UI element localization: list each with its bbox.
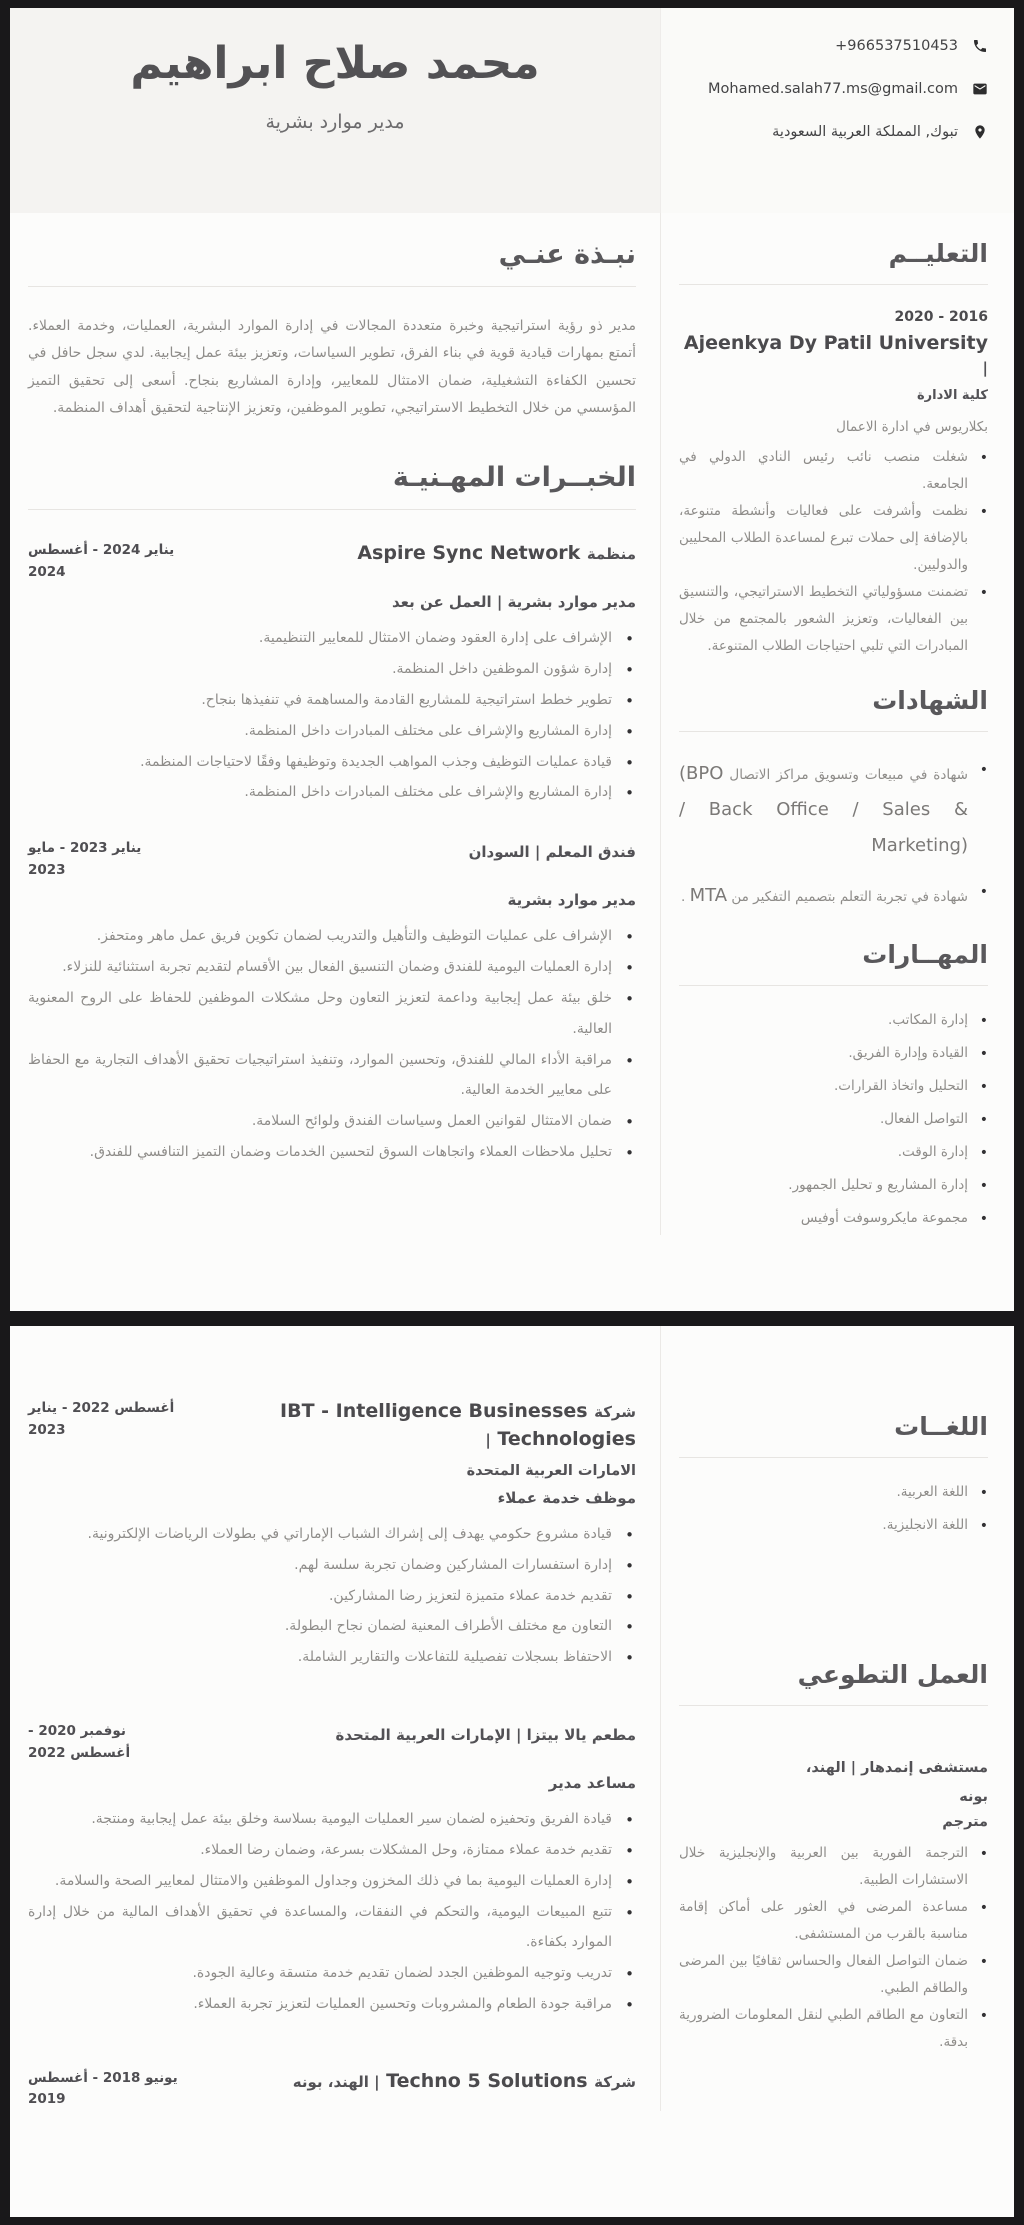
volunteer-bullet-item: • التعاون مع الطاقم الطبي لنقل المعلومات الضرورية بدقة. [679,2002,988,2056]
contact-location-row [671,124,988,140]
job-bullet-item: • إدارة استفسارات المشاركين وضمان تجربة سلسة لهم. [28,1550,636,1581]
divider-line [28,286,636,287]
skill-item: • إدارة الوقت. [679,1136,988,1169]
volunteer-title: العمل التطوعي [797,1660,988,1690]
location-pin-icon [972,124,988,140]
candidate-job-title: مدير موارد بشرية [265,110,405,133]
education-title: التعليــم [888,239,988,268]
screenshot-root [0,8,1024,2225]
experience-entry-5 [28,2068,636,2111]
page1-columns [10,213,1014,1235]
skill-item: • مجموعة مايكروسوفت أوفيس [679,1202,988,1235]
language-item: • اللغة العربية. [679,1476,988,1509]
job-company [335,1721,636,1748]
job-header [28,838,636,881]
job-company [357,540,636,568]
job-company-ar: فندق المعلم | السودان [468,843,636,862]
job-bullets [28,921,636,1167]
job-company-en: IBT - Intelligence Businesses Technologies [280,1400,636,1450]
job-company [469,838,636,865]
certificate-text-en: MTA [689,884,728,906]
certificates-title: الشهادات [872,685,988,715]
language-item: • اللغة الانجليزية. [679,1509,988,1542]
job-company-en: Techno 5 Solutions [386,2069,588,2092]
job-bullets [28,1804,636,2020]
job-bullet-item: • تتبع المبيعات اليومية، والتحكم في النفقات، والمساعدة في تحقيق الأهداف المالية من خلال إدارة الموارد بكفاءة. [28,1897,636,1959]
job-bullet-item: • الاحتفاظ بسجلات تفصيلية للتفاعلات والتقارير الشاملة. [28,1642,636,1673]
job-company-ar: منظمة [586,545,636,564]
job-bullet-item: • تطوير خطط استراتيجية للمشاريع القادمة والمساهمة في تنفيذها بنجاح. [28,685,636,716]
resume-header [10,8,1014,213]
section-skills [679,914,988,1235]
skill-item: • القيادة وإدارة الفريق. [679,1037,988,1070]
job-company [206,1398,636,1453]
divider-line [679,731,988,732]
volunteer-bullets [679,1840,988,2056]
phone-icon [972,38,988,54]
job-header [28,540,636,583]
job-bullet-item: • تقديم خدمة عملاء ممتازة، وحل المشكلات بسرعة، وضمان رضا العملاء. [28,1835,636,1866]
skill-item: • التحليل واتخاذ القرارات. [679,1070,988,1103]
job-bullet-item: • إدارة العمليات اليومية بما في ذلك المخزون وجداول الموظفين والامتثال لمعايير الصحة والسلامة. [28,1866,636,1897]
job-bullet-item: • مراقبة جودة الطعام والمشروبات وتحسين العمليات لتعزيز تجربة العملاء. [28,1989,636,2020]
sidebar-page1 [660,213,1014,1235]
main-column-page1 [10,213,660,1235]
experience-entry-1 [28,540,636,808]
candidate-name: محمد صلاح ابراهيم [130,38,540,89]
experience-entry-3 [28,1398,636,1673]
certificate-text-ar: شهادة في تجربة التعلم بتصميم التفكير من [731,888,968,905]
location-text: تبوك, المملكة العربية السعودية [772,124,958,140]
education-school-suffix: | [982,358,988,377]
job-dates: يونيو 2018 - أغسطس 2019 [28,2069,178,2108]
job-bullet-item: • إدارة المشاريع والإشراف على مختلف المبادرات داخل المنظمة. [28,716,636,747]
job-header [28,2068,636,2111]
education-degree: بكلاريوس في ادارة الاعمال [836,419,988,436]
job-company-ar: شركة [594,2072,636,2091]
job-role: مدير موارد بشرية | العمل عن بعد [391,593,636,612]
about-paragraph: مدير ذو رؤية استراتيجية وخبرة متعددة المجالات في إدارة الموارد البشرية، العمليات، وخدمة العملاء. أتمتع بمهارات قيادية قوية في بناء الفرق، تطوير السياسات، وتعزيز بيئة عمل إيجابية. لدي سجل حافل في تحسين الكفاءة التشغيلية، ضمان الامتثال للمعايير، وإدارة المشاريع بنجاح. أسعى إلى تحقيق التميز المؤسسي من خلال التخطيط الاستراتيجي، تطوير الموظفين، وتعزيز الإنتاجية لتحقيق أهداف المنظمة. [28,318,636,416]
resume-page-2 [10,1326,1014,2217]
contact-phone-row [671,38,988,54]
job-bullets [28,623,636,808]
job-company-suffix: | الهند، بونه [292,2072,380,2091]
education-faculty: كلية الادارة [916,388,988,404]
skill-item: • إدارة المشاريع و تحليل الجمهور. [679,1169,988,1202]
certificate-item [679,878,988,914]
section-about [28,213,636,422]
education-dates: 2016 - 2020 [894,309,988,325]
volunteer-org-name: مستشفى إنمدهار | الهند، [805,1760,988,1777]
experience-title: الخبــرات المهـنيـة [392,462,636,494]
education-bullet-item: • شغلت منصب نائب رئيس النادي الدولي في الجامعة. [679,444,988,498]
job-dates: يناير 2024 - أغسطس 2024 [28,542,175,580]
volunteer-bullet-item: • الترجمة الفورية بين العربية والإنجليزية خلال الاستشارات الطبية. [679,1840,988,1894]
job-bullet-item: • تدريب وتوجيه الموظفين الجدد لضمان تقديم خدمة متسقة وعالية الجودة. [28,1958,636,1989]
section-languages [679,1386,988,1542]
section-education [679,213,988,660]
section-certificates [679,660,988,914]
job-bullet-item: • ضمان الامتثال لقوانين العمل وسياسات الفندق ولوائح السلامة. [28,1106,636,1137]
skill-item: • التواصل الفعال. [679,1103,988,1136]
sidebar-page2 [660,1326,1014,2111]
job-company-en: Aspire Sync Network [357,542,581,565]
phone-number: +966537510453 [835,38,958,54]
job-bullet-item: • الإشراف على إدارة العقود وضمان الامتثال للمعايير التنظيمية. [28,623,636,654]
main-column-page2 [10,1326,660,2111]
divider-line [679,985,988,986]
divider-line [28,509,636,510]
job-bullets [28,1519,636,1673]
job-bullet-item: • قيادة مشروع حكومي يهدف إلى إشراك الشباب الإماراتي في بطولات الرياضات الإلكترونية. [28,1519,636,1550]
skills-list [679,1004,988,1235]
education-bullet-item: • تضمنت مسؤولياتي التخطيط الاستراتيجي، والتنسيق بين الفعاليات، وتعزيز الشعور بالمجتمع من خلال المبادرات التي تلبي احتياجات الطلاب المتنوعة. [679,579,988,660]
education-entry [679,309,988,660]
education-bullets [679,444,988,660]
job-bullet-item: • قيادة عمليات التوظيف وجذب المواهب الجديدة وتوظيفها وفقًا لاحتياجات المنظمة. [28,747,636,778]
job-header [28,1721,636,1764]
divider-line [679,1457,988,1458]
languages-list [679,1476,988,1542]
job-role: مدير موارد بشرية [507,891,636,910]
job-bullet-item: • تقديم خدمة عملاء متميزة لتعزيز رضا المشاركين. [28,1581,636,1612]
about-title: نبـذة عنـي [498,239,636,270]
job-company [293,2068,636,2096]
certificates-list [679,756,988,914]
volunteer-bullet-item: • ضمان التواصل الفعال والحساس ثقافيًا بين المرضى والطاقم الطبي. [679,1948,988,2002]
skill-item: • إدارة المكاتب. [679,1004,988,1037]
job-bullet-item: • تحليل ملاحظات العملاء واتجاهات السوق لتحسين الخدمات وضمان التميز التنافسي للفندق. [28,1137,636,1168]
job-header [28,1398,636,1453]
job-bullet-item: • إدارة العمليات اليومية للفندق وضمان التنسيق الفعال بين الأقسام لتقديم تجربة استثنائية للنزلاء. [28,952,636,983]
job-bullet-item: • إدارة المشاريع والإشراف على مختلف المبادرات داخل المنظمة. [28,777,636,808]
job-bullet-item: • التعاون مع مختلف الأطراف المعنية لضمان نجاح البطولة. [28,1611,636,1642]
job-dates: يناير 2023 - مايو 2023 [28,840,142,878]
certificate-item [679,756,988,864]
education-bullet-item: • نظمت وأشرفت على فعاليات وأنشطة متنوعة، بالإضافة إلى حملات تبرع لمساعدة الطلاب المحليين والدوليين. [679,498,988,579]
name-block [10,8,660,213]
languages-title: اللغــات [894,1412,988,1441]
job-bullet-item: • خلق بيئة عمل إيجابية وداعمة لتعزيز التعاون وحل مشكلات الموظفين للحفاظ على الروح المعنوية العالية. [28,983,636,1045]
divider-line [679,1705,988,1706]
email-address: Mohamed.salah77.ms@gmail.com [708,81,958,97]
job-location: الامارات العربية المتحدة [466,1463,636,1480]
education-school-name: Ajeenkya Dy Patil University [683,332,988,354]
section-volunteer [679,1634,988,2056]
section-experience [28,436,636,1168]
certificate-text-tail: . [680,888,686,905]
resume-page-1 [10,8,1014,1311]
experience-entry-4 [28,1721,636,2020]
job-company-ar: مطعم يالا بيتزا | الإمارات العربية المتحدة [335,1726,636,1745]
volunteer-organization [679,1754,988,1812]
page2-columns [10,1326,1014,2111]
experience-entry-2 [28,838,636,1168]
volunteer-role: مترجم [942,1814,988,1831]
job-bullet-item: • مراقبة الأداء المالي للفندق، وتحسين الموارد، وتنفيذ استراتيجيات تحقيق الأهداف التجارية مع الحفاظ على معايير الخدمة العالية. [28,1045,636,1107]
certificate-text-ar: شهادة في مبيعات وتسويق مراكز الاتصال [729,766,968,783]
job-dates: نوفمبر 2020 - أغسطس 2022 [28,1723,131,1761]
skills-title: المهــارات [862,939,988,969]
divider-line [679,284,988,285]
job-bullet-item: • قيادة الفريق وتحفيزه لضمان سير العمليات اليومية بسلاسة وخلق بيئة عمل إيجابية ومنتجة. [28,1804,636,1835]
volunteer-org-city: بونه [959,1789,988,1806]
job-role: مساعد مدير [548,1774,636,1793]
job-dates: أغسطس 2022 - يناير 2023 [28,1400,175,1438]
contact-block [660,8,1014,213]
certificate-text-en: (BPO / Back Office / Sales & Marketing) [679,762,968,856]
job-bullet-item: • إدارة شؤون الموظفين داخل المنظمة. [28,654,636,685]
envelope-icon [972,81,988,97]
job-company-ar: شركة [594,1403,636,1421]
contact-email-row [671,81,988,97]
job-company-suffix: | [485,1430,491,1449]
job-bullet-item: • الإشراف على عمليات التوظيف والتأهيل والتدريب لضمان تكوين فريق عمل ماهر ومتحفز. [28,921,636,952]
volunteer-bullet-item: • مساعدة المرضى في العثور على أماكن إقامة مناسبة بالقرب من المستشفى. [679,1894,988,1948]
education-school [679,331,988,378]
job-role: موظف خدمة عملاء [497,1489,636,1508]
